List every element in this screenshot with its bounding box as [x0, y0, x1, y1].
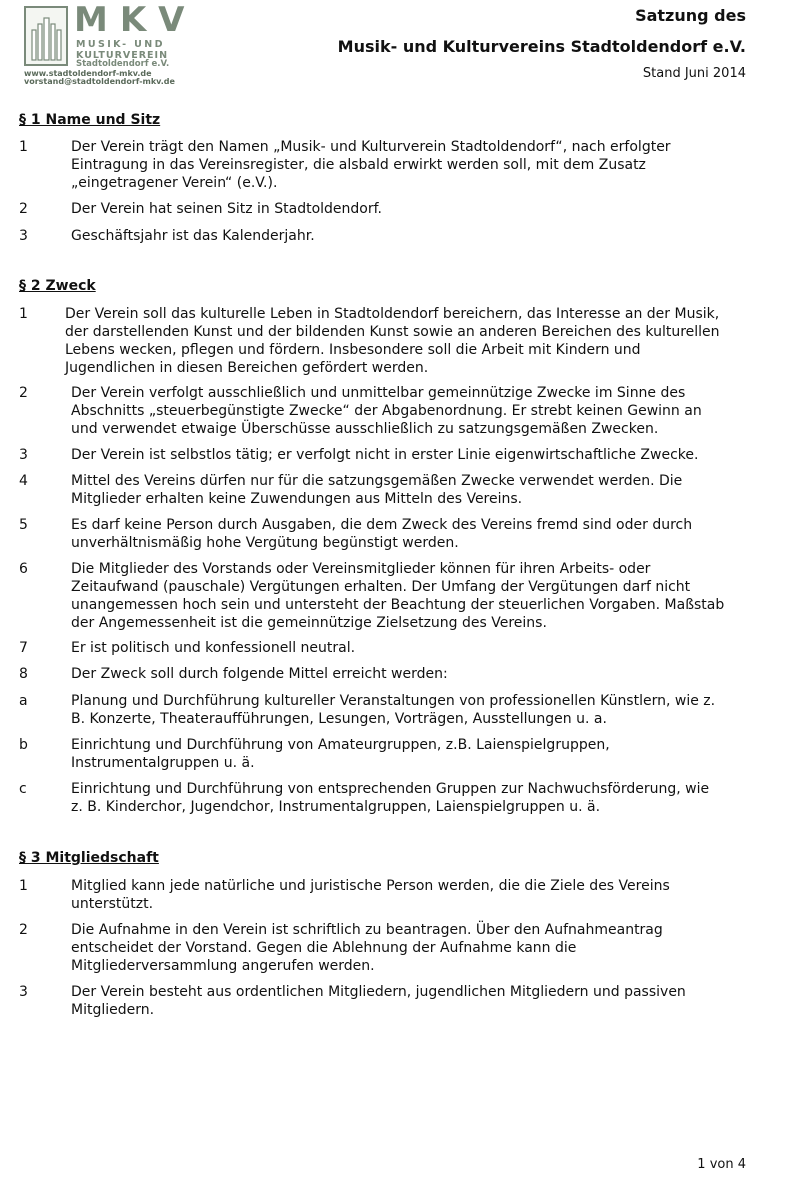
text-line: Einrichtung und Durchführung von entsprechenden Gruppen zur Nachwuchsförderung, wie	[71, 781, 710, 797]
item-number: 3	[19, 984, 28, 1000]
item-number: 3	[19, 447, 28, 463]
section-title: § 2 Zweck	[19, 278, 96, 294]
list-item	[19, 446, 749, 464]
section-title: § 3 Mitgliedschaft	[19, 850, 159, 866]
list-item	[19, 560, 749, 632]
text-line: unterstützt.	[71, 896, 154, 912]
logo-line-3: Stadtoldendorf e.V.	[76, 59, 170, 69]
item-number: 8	[19, 666, 28, 682]
text-line: und verwendet etwaige Überschüsse ausschließlich zu satzungsgemäßen Zwecken.	[71, 421, 659, 437]
text-line: Der Verein ist selbstlos tätig; er verfolgt nicht in erster Linie eigenwirtschaftliche Zwecke.	[71, 447, 699, 463]
document-date: Stand Juni 2014	[642, 66, 746, 81]
text-line: unangemessen hoch sein und untersteht der Beachtung der steuerlichen Vorgaben. Maßstab	[71, 597, 725, 613]
document-title-line-2: Musik- und Kulturvereins Stadtoldendorf e.V.	[337, 37, 746, 56]
list-item	[19, 305, 749, 377]
document-title-line-1: Satzung des	[635, 6, 746, 25]
mkv-logo	[24, 0, 197, 86]
item-number: 5	[19, 517, 28, 533]
list-item	[19, 227, 749, 245]
item-number: 2	[19, 385, 28, 401]
item-text	[71, 692, 749, 728]
item-text	[71, 780, 749, 816]
list-item	[19, 472, 749, 508]
item-text	[65, 305, 749, 377]
text-line: Lebens wecken, pflegen und fördern. Insbesondere soll die Arbeit mit Kindern und	[65, 342, 641, 358]
text-line: Der Zweck soll durch folgende Mittel erreicht werden:	[71, 666, 448, 682]
item-number: 6	[19, 561, 28, 577]
organ-pipes-icon	[24, 6, 68, 66]
item-text	[71, 560, 749, 632]
logo-website: www.stadtoldendorf-mkv.de	[24, 69, 152, 78]
list-item	[19, 983, 749, 1019]
list-item	[19, 639, 749, 657]
item-number: 2	[19, 922, 28, 938]
text-line: unverhältnismäßig hohe Vergütung begünstigt werden.	[71, 535, 459, 551]
list-item	[19, 138, 749, 192]
list-item	[19, 877, 749, 913]
list-item	[19, 516, 749, 552]
list-item	[19, 384, 749, 438]
item-text	[71, 639, 749, 657]
item-number: 1	[19, 306, 28, 322]
logo-email: vorstand@stadtoldendorf-mkv.de	[24, 77, 175, 86]
item-text	[71, 516, 749, 552]
item-text	[71, 736, 749, 772]
item-text	[71, 200, 749, 218]
logo-letters: MKV	[74, 0, 197, 40]
item-text	[71, 472, 749, 508]
list-item	[19, 780, 749, 816]
text-line: Mitglieder erhalten keine Zuwendungen aus Mitteln des Vereins.	[71, 491, 523, 507]
text-line: Mitgliedern.	[71, 1002, 155, 1018]
list-item	[19, 736, 749, 772]
item-number: 1	[19, 878, 28, 894]
item-number: 7	[19, 640, 28, 656]
list-item	[19, 921, 749, 975]
text-line: z. B. Kinderchor, Jugendchor, Instrumentalgruppen, Laienspielgruppen u. ä.	[71, 799, 601, 815]
list-item	[19, 692, 749, 728]
item-number: 4	[19, 473, 28, 489]
text-line: Eintragung in das Vereinsregister, die alsbald erwirkt werden soll, mit dem Zusatz	[71, 157, 646, 173]
text-line: B. Konzerte, Theateraufführungen, Lesungen, Vorträgen, Ausstellungen u. a.	[71, 711, 607, 727]
text-line: Planung und Durchführung kultureller Veranstaltungen von professionellen Künstlern, wie z.	[71, 693, 716, 709]
list-item	[19, 665, 749, 683]
item-number: 3	[19, 228, 28, 244]
text-line: Er ist politisch und konfessionell neutral.	[71, 640, 356, 656]
page-number: 1 von 4	[697, 1157, 746, 1172]
section-title: § 1 Name und Sitz	[19, 112, 161, 128]
item-text	[71, 446, 749, 464]
text-line: Der Verein soll das kulturelle Leben in Stadtoldendorf bereichern, das Interesse an der Musik,	[65, 306, 720, 322]
item-text	[71, 384, 749, 438]
text-line: Es darf keine Person durch Ausgaben, die dem Zweck des Vereins fremd sind oder durch	[71, 517, 693, 533]
text-line: Die Aufnahme in den Verein ist schriftlich zu beantragen. Über den Aufnahmeantrag	[71, 922, 663, 938]
item-text	[71, 877, 749, 913]
text-line: Einrichtung und Durchführung von Amateurgruppen, z.B. Laienspielgruppen,	[71, 737, 610, 753]
item-number: 1	[19, 139, 28, 155]
text-line: „eingetragener Verein“ (e.V.).	[71, 175, 278, 191]
item-number: c	[19, 781, 27, 797]
text-line: Zeitaufwand (pauschale) Vergütungen erhalten. Der Umfang der Vergütungen darf nicht	[71, 579, 691, 595]
text-line: Jugendlichen in diesen Bereichen gefördert werden.	[65, 360, 429, 376]
text-line: Geschäftsjahr ist das Kalenderjahr.	[71, 228, 315, 244]
text-line: Der Verein verfolgt ausschließlich und unmittelbar gemeinnützige Zwecke im Sinne des	[71, 385, 686, 401]
text-line: Der Verein besteht aus ordentlichen Mitgliedern, jugendlichen Mitgliedern und passiven	[71, 984, 686, 1000]
list-item	[19, 200, 749, 218]
text-line: der Angemessenheit ist die gemeinnützige Zielsetzung des Vereins.	[71, 615, 547, 631]
logo-line-2: KULTURVEREIN	[76, 50, 169, 61]
text-line: entscheidet der Vorstand. Gegen die Ablehnung der Aufnahme kann die	[71, 940, 577, 956]
text-line: Abschnitts „steuerbegünstigte Zwecke“ der Abgabenordnung. Er strebt keinen Gewinn an	[71, 403, 702, 419]
text-line: der darstellenden Kunst und der bildenden Kunst sowie an anderen Bereichen des kulturellen	[65, 324, 720, 340]
text-line: Mitgliederversammlung angerufen werden.	[71, 958, 375, 974]
text-line: Der Verein trägt den Namen „Musik- und Kulturverein Stadtoldendorf“, nach erfolgter	[71, 139, 671, 155]
text-line: Mitglied kann jede natürliche und juristische Person werden, die die Ziele des Vereins	[71, 878, 670, 894]
item-text	[71, 138, 749, 192]
item-number: 2	[19, 201, 28, 217]
logo-line-1: MUSIK- UND	[76, 39, 165, 50]
item-text	[71, 227, 749, 245]
item-text	[71, 665, 749, 683]
text-line: Mittel des Vereins dürfen nur für die satzungsgemäßen Zwecke verwendet werden. Die	[71, 473, 683, 489]
text-line: Instrumentalgruppen u. ä.	[71, 755, 255, 771]
item-text	[71, 983, 749, 1019]
item-text	[71, 921, 749, 975]
item-number: a	[19, 693, 28, 709]
item-number: b	[19, 737, 28, 753]
text-line: Der Verein hat seinen Sitz in Stadtoldendorf.	[71, 201, 382, 217]
text-line: Die Mitglieder des Vorstands oder Vereinsmitglieder können für ihren Arbeits- oder	[71, 561, 651, 577]
